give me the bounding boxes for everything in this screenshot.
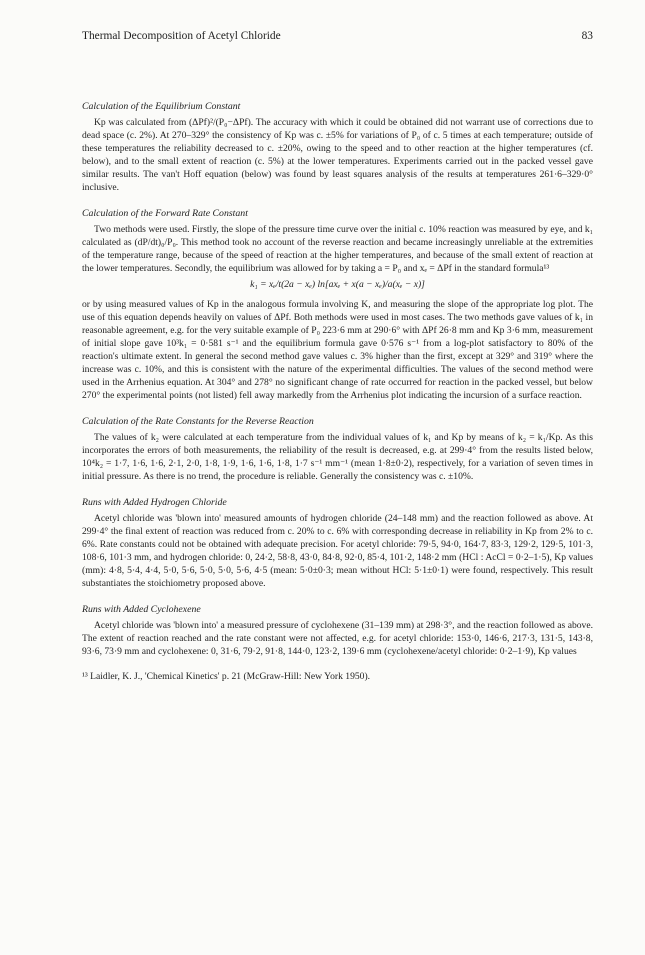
article-body (82, 100, 593, 683)
paragraph: Acetyl chloride was 'blown into' measured amounts of hydrogen chloride (24–148 mm) and the reaction followed as above. At 299·4° the final extent of reaction was reduced from c. 20% to c. 6% with corresponding decrease in reliability in Kp from 2% to c. 6%. Rate constants could not be obtained with adequate precision. For acetyl chloride: 79·5, 94·0, 164·7, 83·3, 129·2, 129·5, 101·3, 108·6, 101·3 mm, and hydrogen chloride: 0, 24·2, 58·8, 43·0, 84·8, 92·0, 85·4, 101·2, 148·2 mm (HCl : AcCl = 0·2–1·5), Kp values (mm): 4·8, 5·4, 4·4, 5·0, 5·6, 5·0, 5·0, 5·6, 4·5 (mean: 5·0±0·3; mean without HCl: 5·1±0·1) were found, respectively. This result substantiates the stoichiometry proposed above. (82, 513, 593, 590)
section-reverse-rate-constants (82, 415, 593, 483)
running-title: Thermal Decomposition of Acetyl Chloride (82, 30, 281, 42)
running-header (82, 30, 593, 42)
rate-equation: k₁ = xₑ/t(2a − xₑ) ln[axₑ + x(a − xₑ)/a(xₑ − x)] (250, 279, 425, 291)
footnote: ¹³ Laidler, K. J., 'Chemical Kinetics' p. 21 (McGraw-Hill: New York 1950). (82, 670, 371, 682)
section-heading: Calculation of the Rate Constants for the Reverse Reaction (82, 415, 314, 427)
section-equilibrium-constant (82, 100, 593, 194)
section-heading: Calculation of the Forward Rate Constant (82, 208, 248, 220)
paragraph: Acetyl chloride was 'blown into' a measured pressure of cyclohexene (31–139 mm) at 298·3°, and the reaction followed as above. The extent of reaction reached and the rate constant were not affected, e.g. for acetyl chloride: 153·0, 146·6, 217·3, 131·5, 143·8, 93·6, 73·9 mm and cyclohexene: 0, 31·6, 79·2, 91·8, 144·0, 123·2, 139·6 mm (cyclohexene/acetyl chloride: 0·2–1·9), Kp values (82, 620, 593, 658)
paragraph: The values of k₂ were calculated at each temperature from the individual values of k₁ and Kp by means of k₂ = k₁/Kp. As this incorporates the errors of both measurements, the reliability of the result is decreased, e.g. at 299·4° from the results listed below, 10⁴k₂ = 1·7, 1·6, 1·6, 2·1, 2·0, 1·8, 1·9, 1·6, 1·6, 1·8, 1·7 s⁻¹ mm⁻¹ (mean 1·8±0·2), respectively, for a variation of seven times in initial pressure. As there is no trend, the procedure is reliable. Generally the consistency was c. ±10%. (82, 431, 593, 483)
section-heading: Calculation of the Equilibrium Constant (82, 101, 241, 112)
paragraph: Kp was calculated from (ΔPf)²/(P₀−ΔPf). The accuracy with which it could be obtained did not warrant use of corrections due to dead space (c. 2%). At 270–329° the consistency of Kp was c. ±5% for variations of P₀ of c. 5 times at each temperature; outside of these temperatures the reliability decreased to c. ±20%, owing to the speed and to other reaction at the higher temperatures (cf. below), and to the small extent of reaction (c. 5%) at the lower temperatures. Experiments carried out in the packed vessel gave similar results. The van't Hoff equation (below) was found by least squares analysis of the results at temperatures 261·6–329·0° inclusive. (82, 117, 593, 194)
section-heading: Runs with Added Cyclohexene (82, 604, 201, 616)
section-heading: Runs with Added Hydrogen Chloride (82, 497, 227, 509)
section-added-hcl (82, 496, 593, 590)
paragraph: Two methods were used. Firstly, the slope of the pressure time curve over the initial c. 10% reaction was measured by eye, and k₁ calculated as (dP/dt)₀/P₀. This method took no account of the reverse reaction and became increasingly unreliable at the extremities of the temperature range, because of the speed of reaction at the higher temperatures, and because of the small extent of reaction at the lower temperatures. Secondly, the equilibrium was allowed for by taking a = P₀ and xₑ = ΔPf in the standard formula¹³ (82, 224, 593, 275)
page-number: 83 (581, 30, 593, 42)
paragraph: or by using measured values of Kp in the analogous formula involving K, and measuring the slope of the appropriate log plot. The use of this equation depends heavily on values of ΔPf. Both methods were used in most cases. The two methods gave values of k₁ in reasonable agreement, e.g. for the very suitable example of P₀ 223·6 mm at 290·6° with ΔPf 26·8 mm and Kp 3·6 mm, measurement of initial slope gave 10³k₁ = 0·581 s⁻¹ and the equilibrium formula gave 0·576 s⁻¹ from a log-plot satisfactory to 80% of the reaction's ultimate extent. In general the second method gave values c. 3% higher than the first, except at 329° and 319° where the increase was c. 10%, and this is consistent with the nature of the experimental difficulties. The values of the second method were used in the Arrhenius equation. At 304° and 278° no significant change of rate occurred for reaction in the packed vessel, but below 270° the experimental points (not listed) fell away markedly from the Arrhenius plot indicating the incursion of a surface reaction. (82, 298, 593, 401)
section-added-cyclohexene (82, 603, 593, 658)
section-forward-rate-constant (82, 207, 593, 402)
